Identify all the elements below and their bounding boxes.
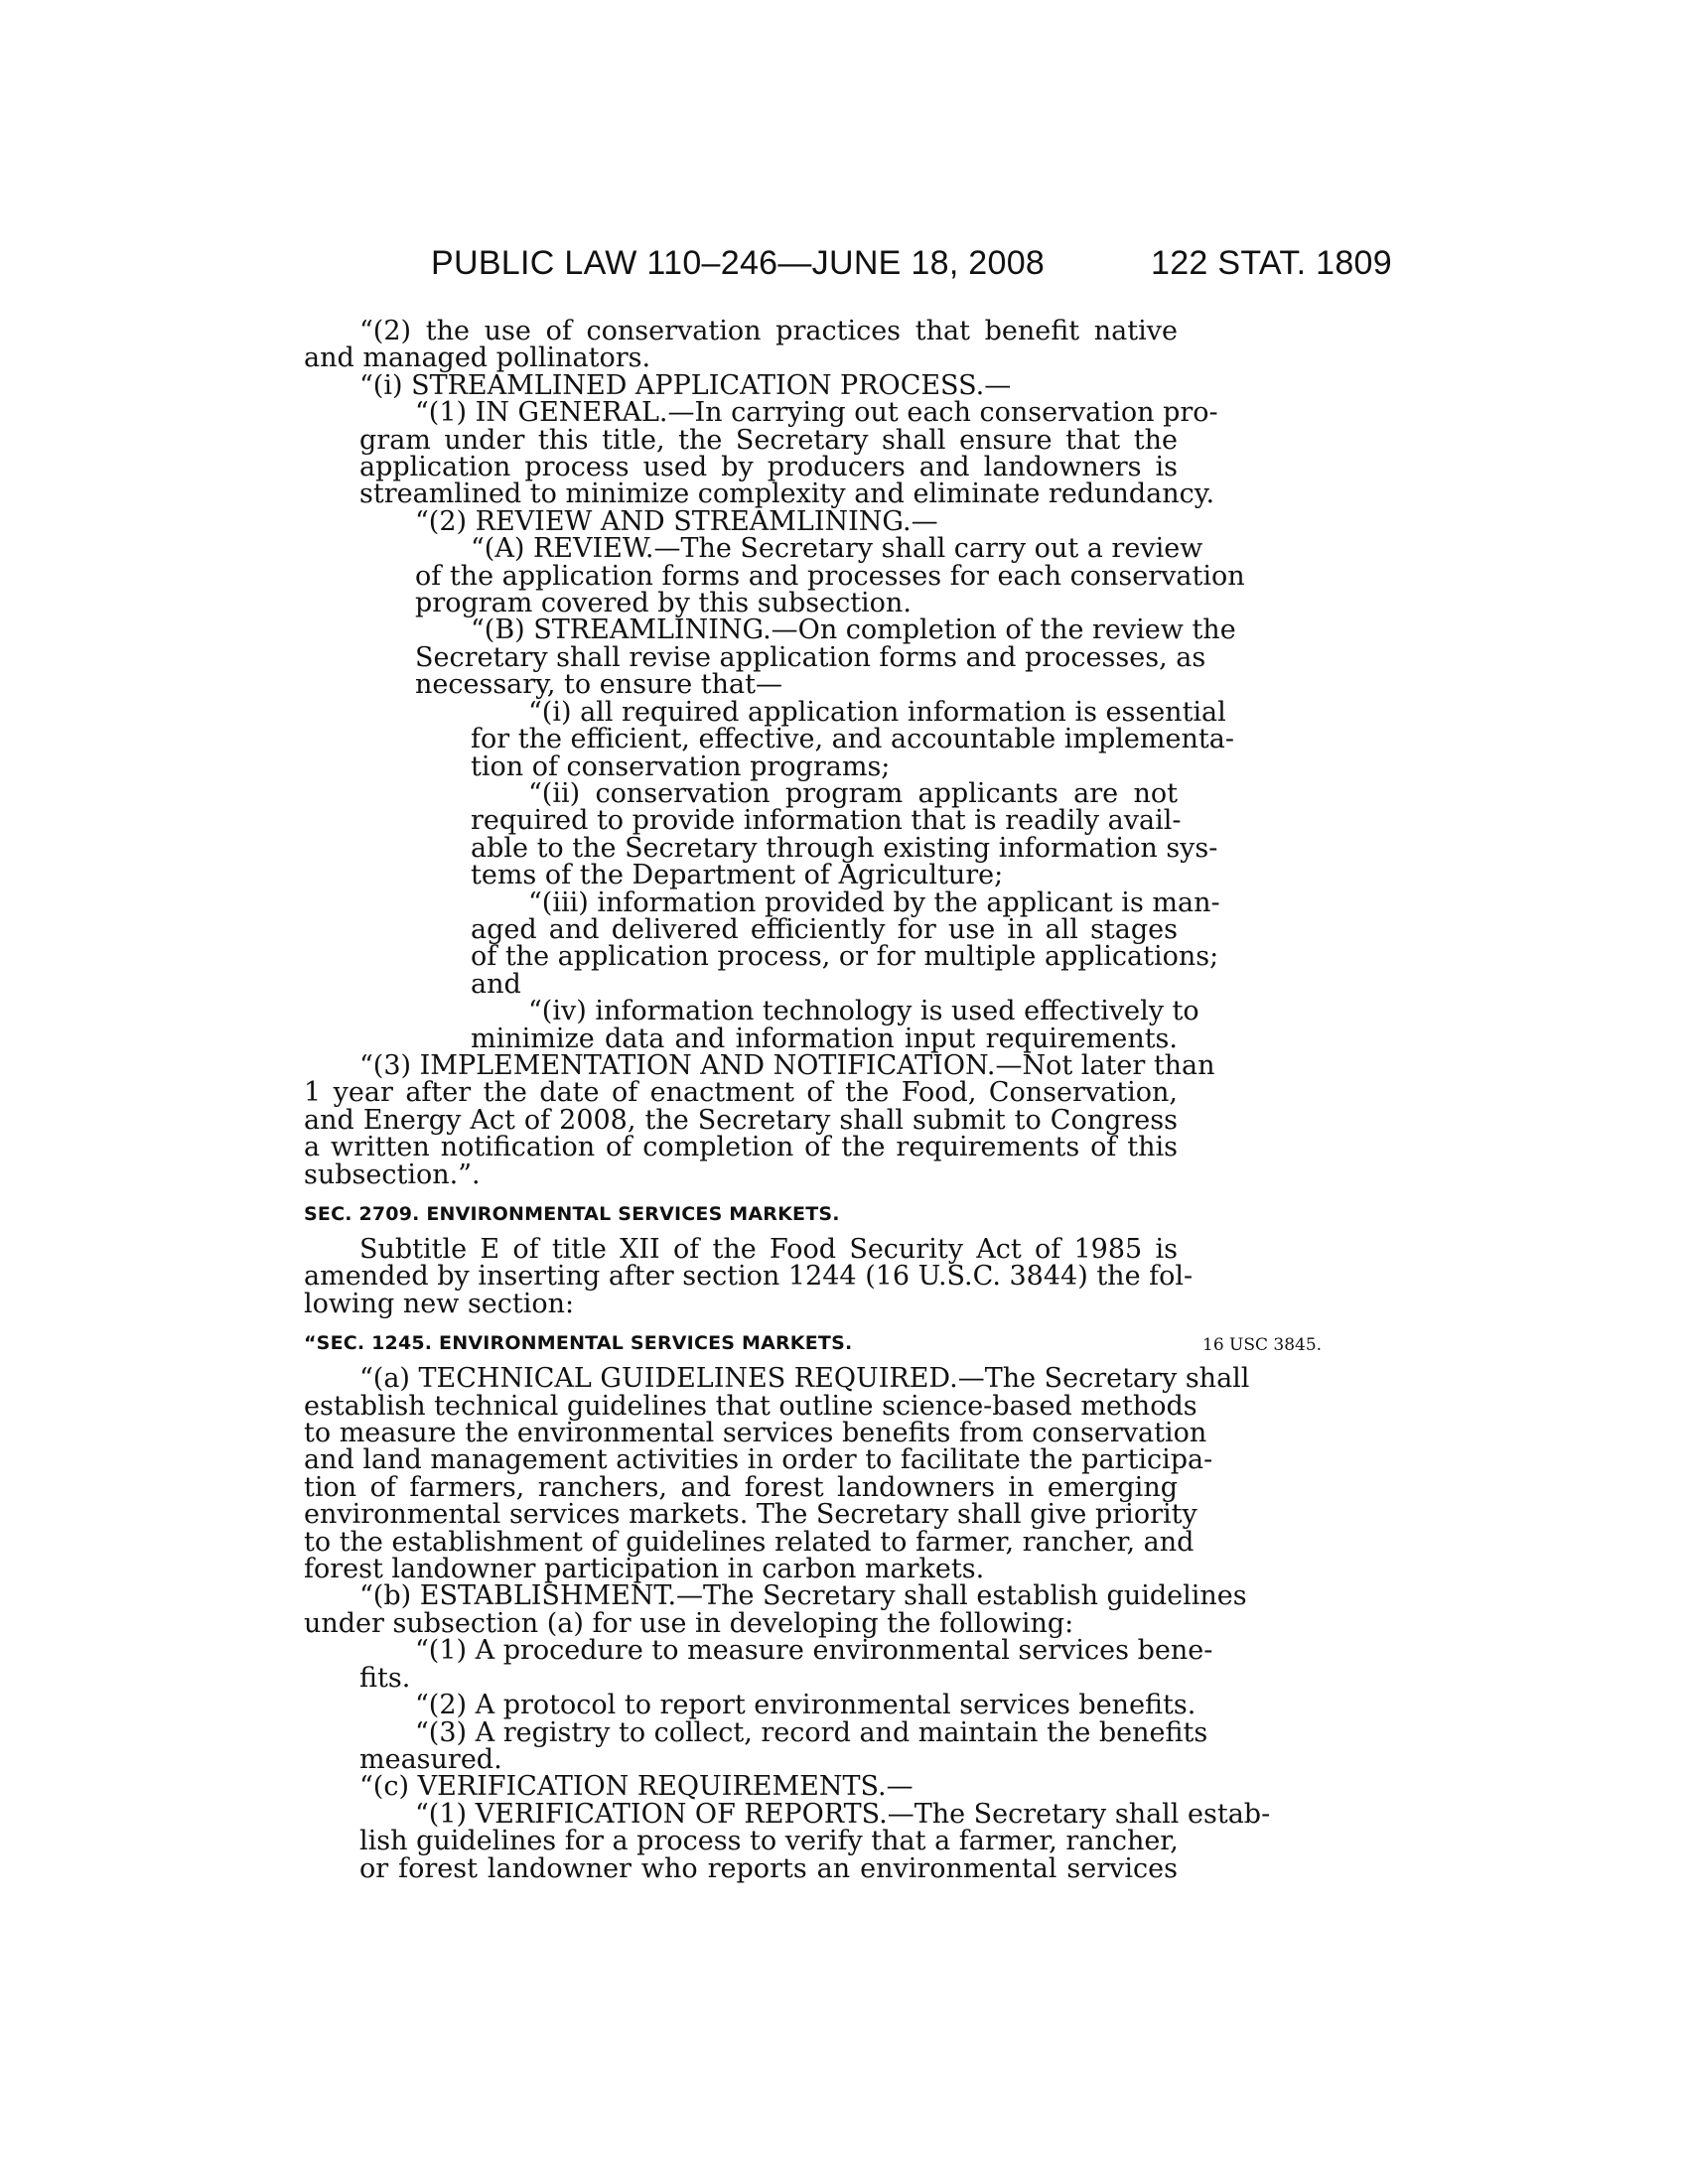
clause-iii bbox=[304, 887, 1220, 1000]
text-line: minimize data and information input requirements. bbox=[471, 1023, 1178, 1054]
text-line: “(i) STREAMLINED APPLICATION PROCESS.— bbox=[359, 369, 1012, 401]
text-line: Subtitle E of title XII of the Food Security Act of 1985 is bbox=[359, 1234, 1178, 1265]
text-line: tems of the Department of Agriculture; bbox=[471, 860, 1004, 891]
statute-text bbox=[304, 316, 1323, 1884]
subsection-a bbox=[304, 1363, 1250, 1585]
text-line: program covered by this subsection. bbox=[415, 588, 912, 619]
text-line: subsection.”. bbox=[304, 1159, 481, 1190]
text-line: environmental services markets. The Secretary shall give priority bbox=[304, 1499, 1197, 1531]
text-line: Secretary shall revise application forms and processes, as bbox=[415, 641, 1206, 673]
text-line: under subsection (a) for use in developing the following: bbox=[304, 1607, 1074, 1639]
text-line: and bbox=[471, 968, 521, 1000]
subsection-b bbox=[304, 1580, 1247, 1639]
paragraph-streamlining bbox=[304, 614, 1236, 701]
text-line: required to provide information that is readily avail- bbox=[471, 805, 1182, 837]
paragraph-review-heading bbox=[304, 505, 1178, 537]
text-line: to measure the environmental services benefits from conservation bbox=[304, 1418, 1207, 1449]
text-line: streamlined to minimize complexity and eliminate redundancy. bbox=[359, 478, 1215, 510]
text-line: “(3) IMPLEMENTATION AND NOTIFICATION.—Not later than bbox=[359, 1049, 1215, 1081]
text-line: able to the Secretary through existing information sys- bbox=[471, 832, 1218, 864]
text-line: application process used by producers and landowners is bbox=[359, 452, 1178, 483]
text-line: “(1) VERIFICATION OF REPORTS.—The Secretary shall estab- bbox=[415, 1798, 1271, 1830]
text-line: “(2) REVIEW AND STREAMLINING.— bbox=[415, 505, 938, 537]
text-line: for the efficient, effective, and accountable implementa- bbox=[471, 724, 1234, 755]
text-line: “(a) TECHNICAL GUIDELINES REQUIRED.—The Secretary shall bbox=[359, 1363, 1250, 1395]
text-line: tion of farmers, ranchers, and forest landowners in emerging bbox=[304, 1471, 1178, 1503]
paragraph-b1 bbox=[304, 1635, 1213, 1694]
text-line: necessary, to ensure that— bbox=[415, 669, 782, 701]
text-line: a written notification of completion of the requirements of this bbox=[304, 1132, 1178, 1163]
section-1245-heading: “SEC. 1245. ENVIRONMENTAL SERVICES MARKETS. bbox=[304, 1332, 853, 1355]
text-line: or forest landowner who reports an environmental services bbox=[359, 1852, 1178, 1884]
paragraph-review bbox=[304, 533, 1245, 619]
text-line: tion of conservation programs; bbox=[471, 751, 891, 782]
subsection-c-heading bbox=[304, 1771, 1178, 1803]
text-line: “(1) IN GENERAL.—In carrying out each conservation pro- bbox=[415, 397, 1218, 429]
paragraph-pollinators bbox=[304, 318, 1178, 372]
text-line: “(b) ESTABLISHMENT.—The Secretary shall establish guidelines bbox=[359, 1580, 1247, 1612]
text-line: gram under this title, the Secretary shall ensure that the bbox=[359, 424, 1178, 456]
text-line: and Energy Act of 2008, the Secretary shall submit to Congress bbox=[304, 1104, 1178, 1136]
paragraph-c1 bbox=[304, 1798, 1271, 1884]
text-line: of the application forms and processes for each conservation bbox=[415, 560, 1245, 592]
running-header-title: PUBLIC LAW 110–246—JUNE 18, 2008 bbox=[431, 244, 1046, 282]
clause-ii bbox=[304, 777, 1218, 891]
text-line: establish technical guidelines that outline science-based methods bbox=[304, 1390, 1197, 1422]
text-line: “(ii) conservation program applicants are not bbox=[528, 777, 1178, 809]
text-line: lowing new section: bbox=[304, 1288, 575, 1319]
text-line: “(A) REVIEW.—The Secretary shall carry out a review bbox=[471, 533, 1203, 565]
paragraph-b3 bbox=[304, 1716, 1208, 1775]
text-line: “(B) STREAMLINING.—On completion of the review the bbox=[471, 614, 1236, 646]
text-line: measured. bbox=[359, 1743, 502, 1775]
text-line: and land management activities in order to facilitate the participa- bbox=[304, 1444, 1213, 1476]
text-line: and managed pollinators. bbox=[304, 342, 651, 374]
text-line: of the application process, or for multiple applications; bbox=[471, 941, 1219, 973]
text-line: 1 year after the date of enactment of the Food, Conservation, bbox=[304, 1077, 1178, 1109]
subsection-i-heading bbox=[304, 369, 1178, 401]
paragraph-in-general bbox=[304, 397, 1218, 510]
text-line: “(iv) information technology is used effectively to bbox=[528, 996, 1199, 1027]
text-line: fits. bbox=[359, 1662, 411, 1694]
text-line: “(i) all required application information is essential bbox=[528, 696, 1226, 728]
text-line: lish guidelines for a process to verify that a farmer, rancher, bbox=[359, 1826, 1179, 1857]
text-line: “(iii) information provided by the applicant is man- bbox=[528, 887, 1220, 918]
text-line: “(2) the use of conservation practices that benefit native bbox=[359, 316, 1178, 346]
clause-iv bbox=[304, 996, 1199, 1054]
text-line: forest landowner participation in carbon markets. bbox=[304, 1554, 985, 1585]
paragraph-subtitle-e bbox=[304, 1234, 1194, 1319]
page-citation: 122 STAT. 1809 bbox=[1151, 244, 1392, 282]
text-line: to the establishment of guidelines related to farmer, rancher, and bbox=[304, 1526, 1195, 1558]
text-line: amended by inserting after section 1244 (16 U.S.C. 3844) the fol- bbox=[304, 1261, 1194, 1293]
paragraph-implementation bbox=[304, 1049, 1215, 1190]
text-line: “(2) A protocol to report environmental services benefits. bbox=[415, 1690, 1196, 1721]
usc-margin-note: 16 USC 3845. bbox=[1202, 1335, 1323, 1356]
text-line: “(c) VERIFICATION REQUIREMENTS.— bbox=[359, 1771, 914, 1803]
text-line: aged and delivered efficiently for use in all stages bbox=[471, 913, 1178, 945]
paragraph-b2 bbox=[304, 1690, 1196, 1721]
text-line: “(3) A registry to collect, record and maintain the benefits bbox=[415, 1716, 1208, 1748]
section-1245-row bbox=[304, 1331, 1323, 1356]
clause-i bbox=[304, 696, 1234, 782]
text-line: “(1) A procedure to measure environmental services bene- bbox=[415, 1635, 1213, 1667]
section-2709-heading: SEC. 2709. ENVIRONMENTAL SERVICES MARKETS. bbox=[304, 1203, 840, 1225]
